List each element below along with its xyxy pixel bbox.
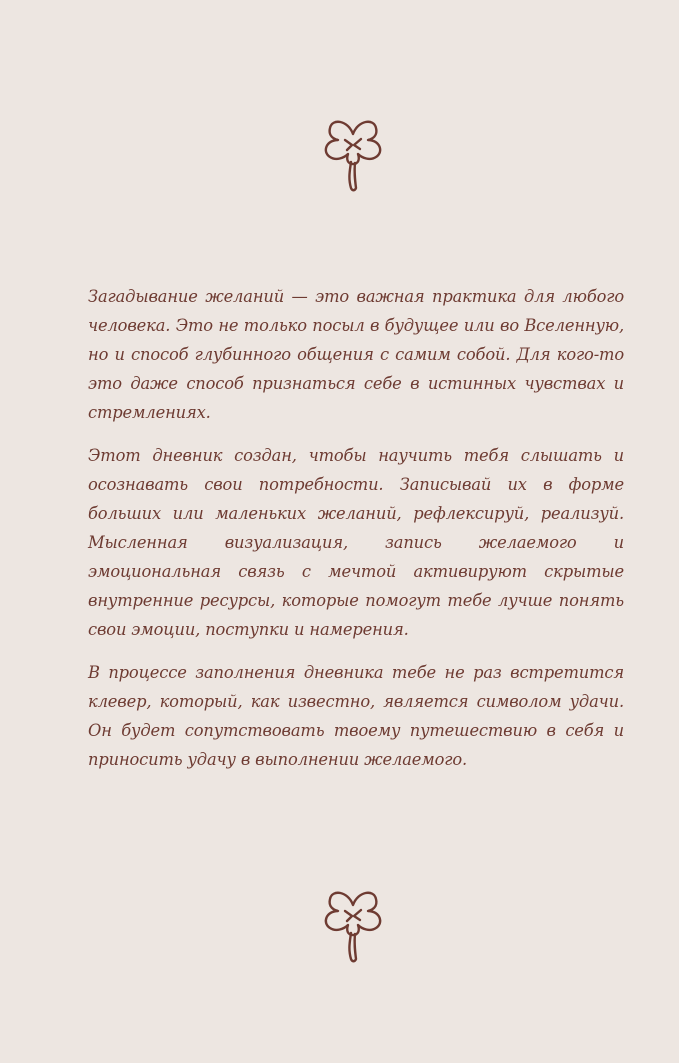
paragraph-2: Этот дневник создан, чтобы научить тебя слышать и осознавать свои потребности. Записывай их в форме больших или маленьких желаний, рефлексируй, реализуй. Мысленная визуализация, запись желаемого и эмоциональная связь с мечтой активируют скрытые внутренние ресурсы, которые помогут тебе лучше понять свои эмоции, поступки и намерения.	[88, 446, 624, 639]
intro-text	[88, 282, 624, 788]
paragraph-3: В процессе заполнения дневника тебе не раз встретится клевер, который, как известно, является символом удачи. Он будет сопутствовать твоему путешествию в себя и приносить удачу в выполнении желаемого.	[88, 663, 624, 769]
paragraph-1: Загадывание желаний — это важная практика для любого человека. Это не только посыл в будущее или во Вселенную, но и способ глубинного общения с самим собой. Для кого-то это даже способ признаться себе в истинных чувствах и стремлениях.	[88, 287, 624, 422]
clover-icon-top	[318, 112, 388, 194]
clover-icon-bottom	[318, 883, 388, 965]
